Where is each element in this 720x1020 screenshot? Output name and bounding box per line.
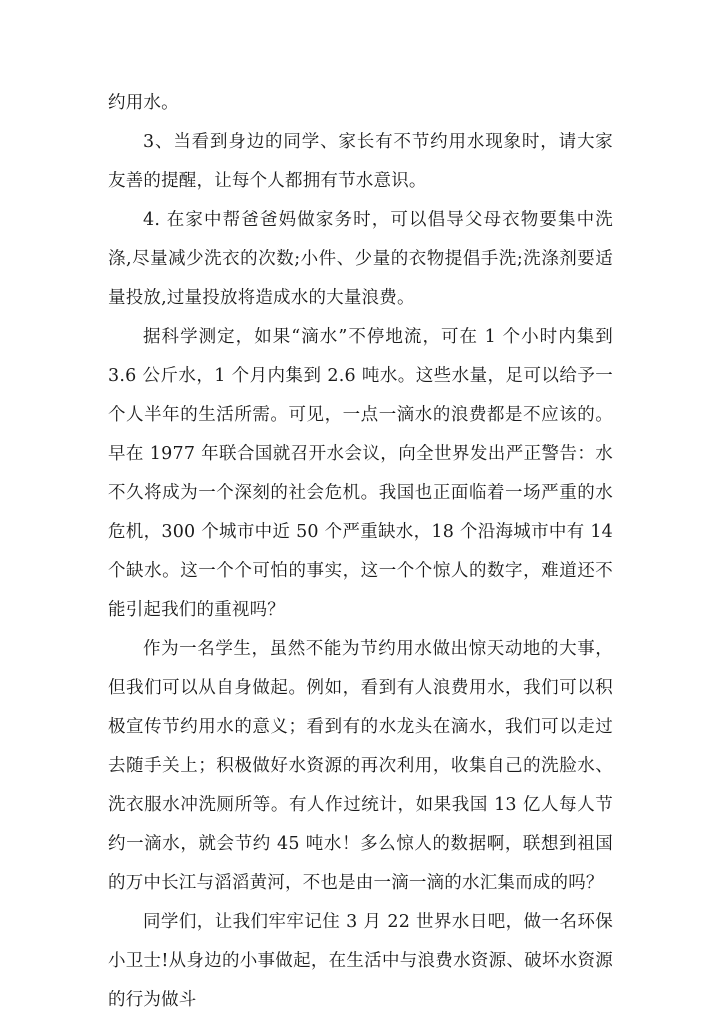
- paragraph-6: 同学们，让我们牢牢记住 3 月 22 世界水日吧，做一名环保小卫士!从身边的小事做起，在生活中与浪费水资源、破坏水资源的行为做斗: [108, 912, 613, 1010]
- paragraph-4: 据科学测定，如果“滴水”不停地流，可在 1 个小时内集到 3.6 公斤水，1 个月内集到 2.6 吨水。这些水量，足可以给予一个人半年的生活所需。可见，一点一滴水的浪费都是不应该的。早在 1977 年联合国就召开水会议，向全世界发出严正警告：水不久将成为一个深刻的社会危机。我国也正面临着一场严重的水危机，300 个城市中近 50 个严重缺水，18 个沿海城市中有 14 个缺水。这一个个可怕的事实，这一个个惊人的数字，难道还不能引起我们的重视吗？: [108, 327, 613, 620]
- paragraph-1: 约用水。: [108, 93, 179, 113]
- paragraph-5: 作为一名学生，虽然不能为节约用水做出惊天动地的大事，但我们可以从自身做起。例如，看到有人浪费用水，我们可以积极宣传节约用水的意义；看到有的水龙头在滴水，我们可以走过去随手关上；积极做好水资源的再次利用，收集自己的洗脸水、洗衣服水冲洗厕所等。有人作过统计，如果我国 13 亿人每人节约一滴水，就会节约 45 吨水！多么惊人的数据啊，联想到祖国的万中长江与滔滔黄河，不也是由一滴一滴的水汇集而成的吗？: [108, 639, 613, 893]
- document-body: [108, 84, 613, 1020]
- paragraph-3: 4. 在家中帮爸爸妈做家务时，可以倡导父母衣物要集中洗涤,尽量减少洗衣的次数;小件、少量的衣物提倡手洗;洗涤剂要适量投放,过量投放将造成水的大量浪费。: [108, 210, 613, 308]
- paragraph-2: 3、当看到身边的同学、家长有不节约用水现象时，请大家友善的提醒，让每个人都拥有节水意识。: [108, 132, 613, 191]
